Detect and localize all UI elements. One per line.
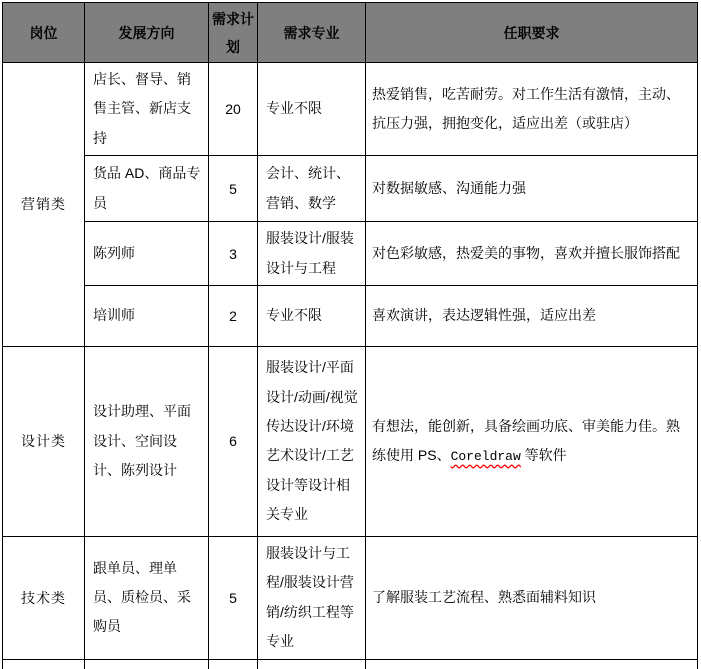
direction-cell: 设计助理、平面设计、空间设计、陈列设计 xyxy=(85,346,209,536)
col-header-requirements: 任职要求 xyxy=(366,3,698,63)
empty-cell xyxy=(3,659,85,669)
major-cell: 服装设计/平面设计/动画/视觉传达设计/环境艺术设计/工艺设计等设计相关专业 xyxy=(258,346,366,536)
headcount-cell: 6 xyxy=(209,346,258,536)
requirement-cell: 喜欢演讲，表达逻辑性强，适应出差 xyxy=(366,285,698,346)
spellcheck-underlined-word: Coreldraw xyxy=(450,449,521,465)
empty-cell xyxy=(85,659,209,669)
major-cell: 专业不限 xyxy=(258,63,366,156)
headcount-cell: 5 xyxy=(209,156,258,222)
headcount-cell: 5 xyxy=(209,536,258,659)
requirement-text: 等软件 xyxy=(520,447,567,464)
header-row xyxy=(3,3,698,63)
direction-cell: 货品 AD、商品专员 xyxy=(85,156,209,222)
table-row-merchandiser xyxy=(3,156,698,222)
col-header-direction: 发展方向 xyxy=(85,3,209,63)
col-header-headcount: 需求计划 xyxy=(209,3,258,63)
requirement-text: 有想法，能创新，具备绘画功底、审美能力佳。熟练使用 PS、 xyxy=(372,418,680,464)
direction-cell: 培训师 xyxy=(85,285,209,346)
requirement-cell: 了解服装工艺流程、熟悉面辅料知识 xyxy=(366,536,698,659)
col-header-major: 需求专业 xyxy=(258,3,366,63)
empty-cell xyxy=(209,659,258,669)
direction-cell: 陈列师 xyxy=(85,222,209,286)
table-row-trainer xyxy=(3,285,698,346)
direction-cell: 跟单员、理单员、质检员、采购员 xyxy=(85,536,209,659)
empty-cell xyxy=(366,659,698,669)
requirement-cell: 热爱销售，吃苦耐劳。对工作生活有激情，主动、抗压力强，拥抱变化，适应出差（或驻店） xyxy=(366,63,698,156)
category-cell-technical: 技术类 xyxy=(3,536,85,659)
requirement-cell: 对数据敏感、沟通能力强 xyxy=(366,156,698,222)
major-cell: 会计、统计、营销、数学 xyxy=(258,156,366,222)
empty-cell xyxy=(258,659,366,669)
table-row-store-manager xyxy=(3,63,698,156)
major-cell: 服装设计/服装设计与工程 xyxy=(258,222,366,286)
major-cell: 专业不限 xyxy=(258,285,366,346)
major-cell: 服装设计与工程/服装设计营销/纺织工程等专业 xyxy=(258,536,366,659)
table-row-partial xyxy=(3,659,698,669)
recruitment-table xyxy=(2,2,698,669)
category-cell-design: 设计类 xyxy=(3,346,85,536)
requirement-cell: 对色彩敏感，热爱美的事物，喜欢并擅长服饰搭配 xyxy=(366,222,698,286)
table-row-technical xyxy=(3,536,698,659)
headcount-cell: 20 xyxy=(209,63,258,156)
headcount-cell: 2 xyxy=(209,285,258,346)
direction-cell: 店长、督导、销售主管、新店支持 xyxy=(85,63,209,156)
requirement-cell xyxy=(366,346,698,536)
table-row-display-designer xyxy=(3,222,698,286)
headcount-cell: 3 xyxy=(209,222,258,286)
col-header-position: 岗位 xyxy=(3,3,85,63)
table-row-design xyxy=(3,346,698,536)
category-cell-marketing: 营销类 xyxy=(3,63,85,347)
